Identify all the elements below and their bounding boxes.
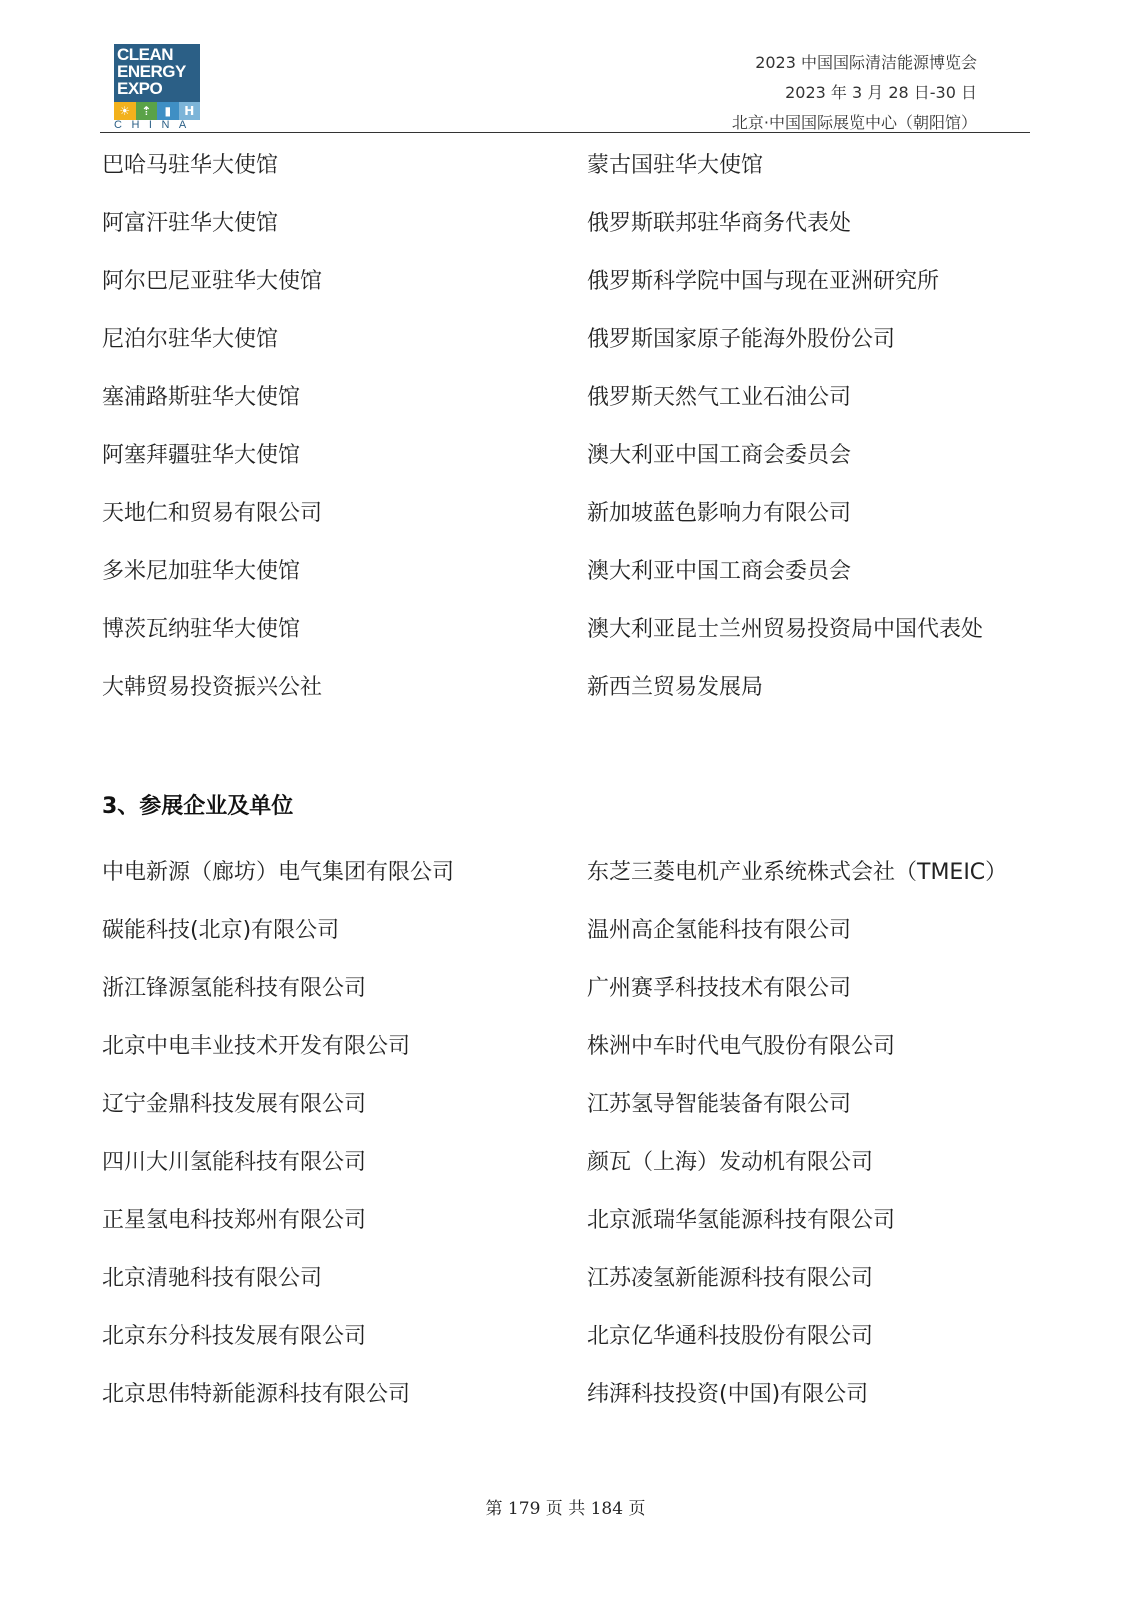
list-item: 俄罗斯国家原子能海外股份公司 bbox=[587, 327, 896, 352]
list-item: 俄罗斯天然气工业石油公司 bbox=[587, 385, 852, 410]
list-item: 株洲中车时代电气股份有限公司 bbox=[587, 1034, 896, 1059]
header-divider bbox=[100, 132, 1030, 133]
list-item: 北京东分科技发展有限公司 bbox=[102, 1324, 367, 1349]
logo-line: EXPO bbox=[117, 79, 163, 98]
list-item: 蒙古国驻华大使馆 bbox=[587, 153, 764, 178]
list-item: 塞浦路斯驻华大使馆 bbox=[102, 385, 301, 410]
list-item: 尼泊尔驻华大使馆 bbox=[102, 327, 279, 352]
expo-venue: 北京·中国国际展览中心（朝阳馆） bbox=[731, 113, 977, 132]
list-item: 澳大利亚中国工商会委员会 bbox=[587, 559, 852, 584]
list-item: 纬湃科技投资(中国)有限公司 bbox=[587, 1382, 869, 1407]
list-item: 北京思伟特新能源科技有限公司 bbox=[102, 1382, 411, 1407]
section-heading: 3、参展企业及单位 bbox=[102, 794, 294, 819]
expo-name: 2023 中国国际清洁能源博览会 bbox=[755, 53, 977, 72]
logo-line: CLEAN bbox=[117, 45, 174, 64]
list-item: 辽宁金鼎科技发展有限公司 bbox=[102, 1092, 367, 1117]
battery-icon: ▮ bbox=[157, 102, 179, 120]
expo-dates: 2023 年 3 月 28 日-30 日 bbox=[785, 83, 977, 102]
list-item: 广州赛孚科技技术有限公司 bbox=[587, 976, 852, 1001]
list-item: 温州高企氢能科技有限公司 bbox=[587, 918, 852, 943]
list-item: 北京亿华通科技股份有限公司 bbox=[587, 1324, 874, 1349]
list-item: 博茨瓦纳驻华大使馆 bbox=[102, 617, 301, 642]
list-item: 大韩贸易投资振兴公社 bbox=[102, 675, 323, 700]
list-item: 碳能科技(北京)有限公司 bbox=[102, 918, 340, 943]
logo-wordmark bbox=[114, 44, 200, 102]
list-item: 北京清驰科技有限公司 bbox=[102, 1266, 323, 1291]
list-item: 四川大川氢能科技有限公司 bbox=[102, 1150, 367, 1175]
list-item: 俄罗斯科学院中国与现在亚洲研究所 bbox=[587, 269, 940, 294]
list-item: 阿富汗驻华大使馆 bbox=[102, 211, 279, 236]
list-item: 澳大利亚中国工商会委员会 bbox=[587, 443, 852, 468]
sun-icon: ☀ bbox=[114, 102, 136, 120]
list-item: 颜瓦（上海）发动机有限公司 bbox=[587, 1150, 874, 1175]
list-item: 多米尼加驻华大使馆 bbox=[102, 559, 301, 584]
list-item: 北京中电丰业技术开发有限公司 bbox=[102, 1034, 411, 1059]
list-item: 阿塞拜疆驻华大使馆 bbox=[102, 443, 301, 468]
hydrogen-icon: H bbox=[179, 102, 201, 120]
list-item: 正星氢电科技郑州有限公司 bbox=[102, 1208, 367, 1233]
list-item: 新西兰贸易发展局 bbox=[587, 675, 764, 700]
page-number: 第 179 页 共 184 页 bbox=[485, 1499, 646, 1519]
list-item: 东芝三菱电机产业系统株式会社（TMEIC） bbox=[587, 860, 1008, 885]
list-item: 北京派瑞华氢能源科技有限公司 bbox=[587, 1208, 896, 1233]
list-item: 江苏凌氢新能源科技有限公司 bbox=[587, 1266, 874, 1291]
logo-energy-icons bbox=[114, 102, 200, 120]
list-item: 新加坡蓝色影响力有限公司 bbox=[587, 501, 852, 526]
wind-icon: ⇡ bbox=[136, 102, 158, 120]
logo-line: ENERGY bbox=[117, 62, 186, 81]
list-item: 阿尔巴尼亚驻华大使馆 bbox=[102, 269, 323, 294]
list-item: 中电新源（廊坊）电气集团有限公司 bbox=[102, 860, 455, 885]
header-info bbox=[732, 48, 977, 138]
logo-country: CHINA bbox=[114, 119, 196, 131]
clean-energy-expo-logo bbox=[114, 44, 200, 132]
list-item: 澳大利亚昆士兰州贸易投资局中国代表处 bbox=[587, 617, 984, 642]
list-item: 天地仁和贸易有限公司 bbox=[102, 501, 323, 526]
list-item: 浙江锋源氢能科技有限公司 bbox=[102, 976, 367, 1001]
list-item: 江苏氢导智能装备有限公司 bbox=[587, 1092, 852, 1117]
list-item: 俄罗斯联邦驻华商务代表处 bbox=[587, 211, 852, 236]
list-item: 巴哈马驻华大使馆 bbox=[102, 153, 279, 178]
